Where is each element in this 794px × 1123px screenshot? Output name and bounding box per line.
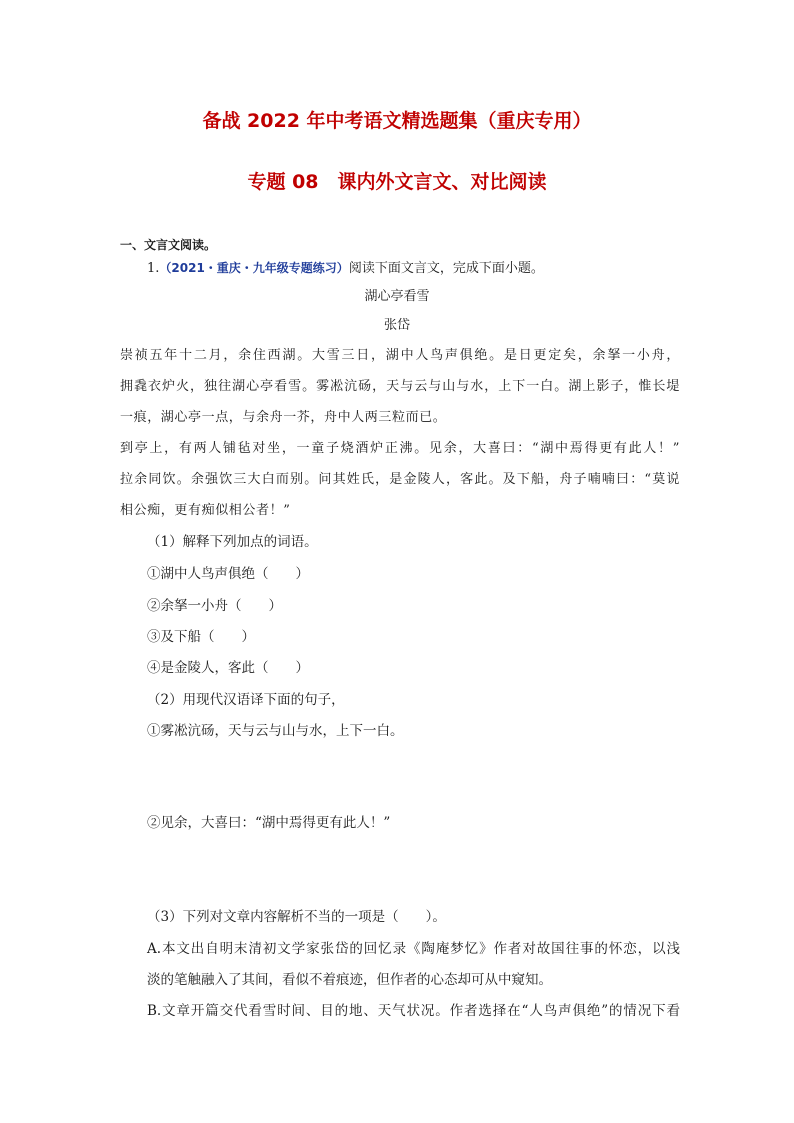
question-1-intro [147, 257, 544, 276]
sub-question-2-prompt: （2）用现代汉语译下面的句子， [147, 692, 345, 708]
sub-question-2-item: ①雾凇沆砀，天与云与山与水，上下一白。 [147, 723, 404, 739]
sub-question-1-item: ②余拏一小舟（ ） [147, 598, 282, 614]
sub-question-1-item: ③及下船（ ） [147, 629, 255, 645]
option-a-line: A.本文出自明末清初文学家张岱的回忆录《陶庵梦忆》作者对故国往事的怀恋，以浅 [147, 941, 680, 957]
question-instruction: 阅读下面文言文，完成下面小题。 [348, 261, 544, 276]
option-b-line: B.文章开篇交代看雪时间、目的地、天气状况。作者选择在“人鸟声俱绝”的情况下看 [147, 1003, 680, 1019]
sub-question-1-item: ④是金陵人，客此（ ） [147, 660, 309, 676]
passage-p2-line: 拉余同饮。余强饮三大白而别。问其姓氏，是金陵人，客此。及下船，舟子喃喃曰：“莫说 [120, 472, 680, 487]
option-a-line: 淡的笔触融入了其间，看似不着痕迹，但作者的心态却可从中窥知。 [147, 972, 552, 988]
sub-question-1-prompt: （1）解释下列加点的词语。 [147, 534, 318, 550]
sub-question-3-prompt: （3）下列对文章内容解析不当的一项是（ ）。 [147, 909, 446, 925]
passage-p1-line: 崇祯五年十二月，余住西湖。大雪三日，湖中人鸟声俱绝。是日更定矣，余拏一小舟， [120, 348, 680, 363]
sub-question-2-item: ②见余，大喜曰：“湖中焉得更有此人！” [147, 815, 391, 831]
passage-p2-line: 相公痴，更有痴似相公者！” [120, 503, 291, 518]
question-source: （2021・重庆・九年级专题练习） [159, 261, 349, 275]
sub-question-1-item: ①湖中人鸟声俱绝（ ） [147, 566, 309, 582]
passage-p1-line: 拥毳衣炉火，独往湖心亭看雪。雾凇沆砀，天与云与山与水，上下一白。湖上影子，惟长堤 [120, 379, 680, 394]
passage-p1-line: 一痕，湖心亭一点，与余舟一芥，舟中人两三粒而已。 [120, 410, 447, 425]
passage-title: 湖心亭看雪 [364, 289, 430, 304]
section-heading: 一、文言文阅读。 [120, 238, 217, 252]
passage-p2-line: 到亭上，有两人铺毡对坐，一童子烧酒炉正沸。见余，大喜曰：“湖中焉得更有此人！” [120, 441, 680, 456]
document-title: 备战 2022 年中考语文精选题集（重庆专用） [202, 110, 592, 132]
document-subtitle: 专题 08 课内外文言文、对比阅读 [247, 171, 547, 193]
passage-author: 张岱 [383, 318, 410, 333]
question-number: 1. [147, 261, 160, 276]
